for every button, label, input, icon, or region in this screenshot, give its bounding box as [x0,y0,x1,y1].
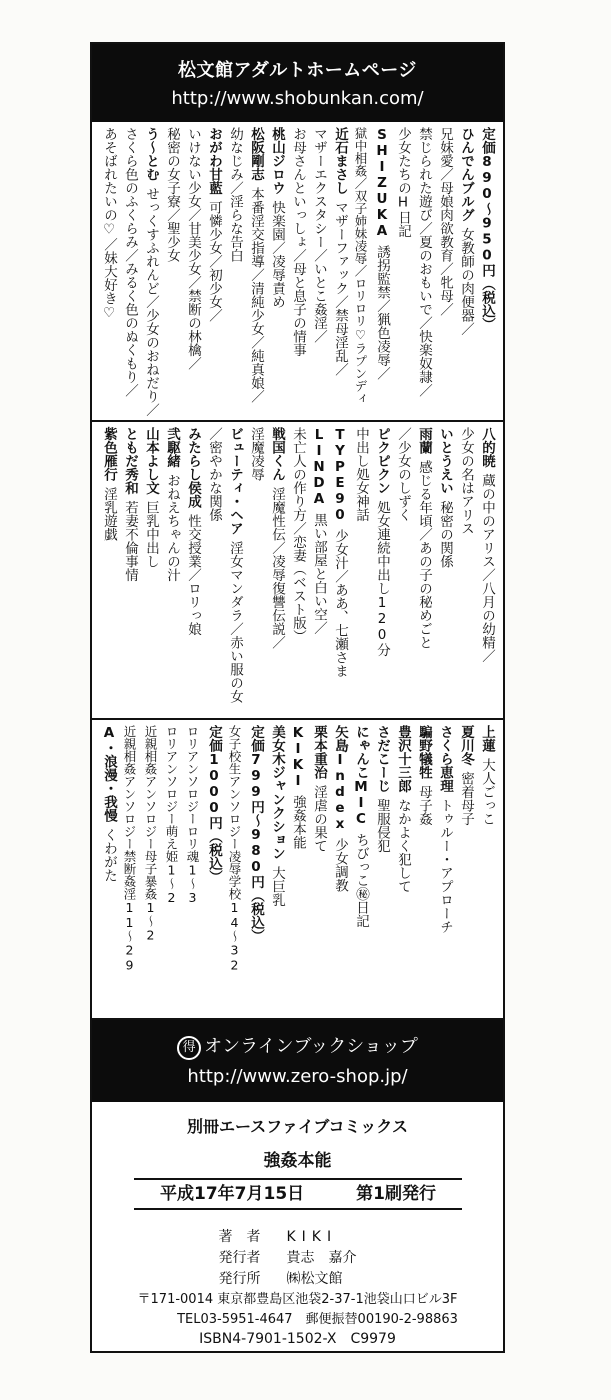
catalog-column [182,427,203,718]
catalog-column [287,427,308,718]
artist-name: 近石まさし [332,127,348,195]
catalog-column [245,725,266,1018]
title-list: 淫乳遊戯 [101,487,117,541]
title-list: 母子姦 [416,785,432,826]
title-list: 少女たちのH日記 [395,127,411,238]
title-list: 本番淫交指導／清純少女／純真娘／ [248,187,264,403]
title-list: 聖服侵犯 [374,798,390,853]
catalog-column [350,127,371,420]
title-list: 未亡人の作り方／恋妻（ベスト版） [290,427,306,643]
catalog-box-3 [92,720,503,1020]
title-list: 強姦本能 [290,795,306,849]
artist-name: ピクピクン [374,427,390,495]
title-list: せっくすふれんど／少女のおねだり／ [143,187,159,417]
title-list: 禁じられた遊び／夏のおもいで／快楽奴隷／ [416,127,432,397]
catalog-column [98,427,119,718]
catalog-column [371,127,392,420]
catalog-column [119,725,140,1018]
title-list: 近親相姦アンソロジー母子暴姦1～2 [143,725,158,943]
catalog-column [119,427,140,718]
catalog-column [455,725,476,1018]
catalog-column [203,427,224,718]
title-list: さくら色のふくらみ／みるく色のぬくもり／ [122,127,138,397]
catalog-column [245,127,266,420]
publisher-homepage-banner [92,44,503,122]
artist-name: う～とむ [143,127,159,181]
title-list: 淫女マンダラ／赤い服の女 [227,541,243,703]
title-list: 少女の名はアリス [458,427,474,535]
artist-name: おがわ甘藍 [206,127,222,195]
catalog-column [287,725,308,1018]
catalog-column [266,427,287,718]
title-list: 密着母子 [458,771,474,826]
artist-name: 豊沢十三郎 [395,725,411,793]
catalog-column [350,427,371,718]
title-list: トゥルー・アプローチ [437,798,453,934]
artist-name: 夏川冬 [458,725,474,766]
title-list: 淫虐の果て [311,785,327,853]
artist-name: KIKI [290,725,306,789]
title-list: 大巨乳 [269,866,285,907]
homepage-url[interactable]: http://www.shobunkan.com/ [171,88,424,109]
artist-name: 定価1000円（税込） [206,725,222,884]
title-list: なかよく犯して [395,798,411,893]
colophon-details [92,1102,503,1351]
title-list: 黒い部屋と白い空／ [311,513,327,635]
catalog-column [140,427,161,718]
title-list: あそばれたいの♡／妹大好き♡ [101,127,117,321]
author-line [92,1226,503,1246]
artist-name: みたらし侯成 [185,427,201,508]
title-list: 若妻不倫事情 [122,500,138,582]
catalog-box-2 [92,422,503,720]
title-list: 蔵の中のアリス／八月の幼精／ [479,473,495,663]
artist-name: 定価890～950円（税込） [479,127,495,331]
artist-name: 松阪剛志 [248,127,264,181]
title-list: 女子校生アンソロジー凌辱学校14～32 [227,725,242,973]
artist-name: A・浪漫・我慢 [101,725,117,822]
title-list: 幼なじみ／淫らな告白 [227,127,243,262]
title-list: ／少女のしずく [395,427,411,522]
artist-name: さだこーじ [374,725,390,793]
catalog-column [182,127,203,420]
catalog-column [308,725,329,1018]
title-list: 快楽園／凌辱責め [269,200,285,309]
artist-name: 戦国くん [269,427,285,481]
artist-name: LINDA [311,427,327,507]
edition: 第1刷発行 [356,1184,436,1204]
title-list: 秘密の関係 [437,500,453,568]
catalog-column [98,725,119,1018]
catalog-column [329,127,350,420]
artist-name: 美女木ジャンクション [269,725,285,860]
title-list: 巨乳中出し [143,500,159,568]
catalog-column [350,725,371,1018]
title-list: ロリアンソロジー萌え姫1～2 [164,725,179,905]
title-list: 性交授業／ロリっ娘 [185,514,201,636]
artist-name: 八的暁 [479,427,495,468]
author-name: KIKI [286,1229,338,1245]
online-shop-url[interactable]: http://www.zero-shop.jp/ [187,1066,408,1087]
title-list: 兄妹愛／母娘肉欲教育／牝母／ [437,127,453,316]
catalog-column [434,427,455,718]
author-label: 著 者 [218,1229,261,1245]
catalog-column [476,127,497,420]
artist-name: ひんでんブルグ [458,127,474,222]
catalog-column [308,427,329,718]
telephone: TEL03-5951-4647 郵便振替00190-2-98863 [177,1312,458,1327]
title-list: くわがた [101,828,117,882]
title-list: 秘密の女子寮／聖少女 [164,127,180,262]
catalog-column [161,725,182,1018]
artist-name: 上蓮 [479,725,495,752]
publisher-name: 貴志 嘉介 [286,1250,357,1266]
title-list: おねえちゃんの汁 [164,473,180,582]
address: 〒171-0014 東京都豊島区池袋2-37-1池袋山口ビル3F [137,1292,458,1307]
title-list: ちびっこ㊙日記 [353,833,369,928]
catalog-column [476,427,497,718]
publication-date: 平成17年7月15日 [160,1184,305,1204]
catalog-column [434,725,455,1018]
artist-name: ビューティ・ヘア [227,427,243,535]
title-list: ロリアンソロジーロリ魂1～3 [185,725,200,905]
catalog-column [392,427,413,718]
catalog-column [182,725,203,1018]
catalog-column [392,725,413,1018]
title-list: ／密やかな関係 [206,427,222,522]
title-list: マザーエクスタシー／いとこ姦淫／ [311,127,327,343]
title-list: 近親相姦アンソロジー禁断姦淫11～29 [122,725,137,973]
artist-name: 栗本重治 [311,725,327,779]
catalog-column [329,427,350,718]
title-list: 少女調教 [332,838,348,892]
catalog-column [476,725,497,1018]
homepage-title: 松文館アダルトホームページ [178,60,417,81]
catalog-column [308,127,329,420]
catalog-column [224,427,245,718]
company-name: ㈱松文館 [286,1271,343,1287]
catalog-column [266,127,287,420]
catalog-column [224,127,245,420]
colophon-frame [90,42,505,1353]
artist-name: 雨蘭 [416,427,432,454]
publication-date-row [134,1178,462,1210]
title-list: 可憐少女／初少女／ [206,200,222,322]
artist-name: 矢島Index [332,725,348,832]
catalog-column [413,427,434,718]
title-list: マザーファック／禁母淫乱／ [332,200,348,376]
catalog-column [140,127,161,420]
catalog-box-1 [92,122,503,422]
title-list: 誘拐監禁／猟色凌辱／ [374,245,390,380]
publisher-line [92,1247,503,1267]
catalog-column [413,127,434,420]
catalog-column [98,127,119,420]
artist-name: 定価799円～980円（税込） [248,725,264,943]
catalog-column [287,127,308,420]
catalog-column [434,127,455,420]
online-shop-banner [92,1020,503,1102]
artist-name: SHIZUKA [374,127,390,239]
catalog-column [245,427,266,718]
title-list: 獄中相姦／双子姉妹凌辱／ロリロリ♡ラプンディ [353,127,368,405]
artist-name: TYPE90 [332,427,348,523]
title-list: 中出し処女神話 [353,427,369,522]
catalog-column [119,127,140,420]
artist-name: さくら恵理 [437,725,453,793]
catalog-column [329,725,350,1018]
artist-name: ともだ秀和 [122,427,138,495]
isbn: ISBN4-7901-1502-X C9979 [199,1331,396,1347]
online-shop-label: オンラインブックショップ [204,1036,418,1057]
title-list: 少女汁／ああ、七瀬さま [332,529,348,678]
catalog-column [203,127,224,420]
catalog-column [392,127,413,420]
toku-circle-icon: 得 [177,1036,201,1060]
series-name: 別冊エースファイブコミックス [186,1117,409,1136]
artist-name: いとうえい [437,427,453,495]
artist-name: にゃんこMIC [353,725,369,827]
title-list: 処女連続中出し120分 [374,500,390,657]
catalog-column [161,427,182,718]
artist-name: 山本よし文 [143,427,159,495]
title-list: 淫魔凌辱 [248,427,264,481]
artist-name: 騙野犠牲 [416,725,432,779]
catalog-column [455,127,476,420]
title-list: 感じる年頃／あの子の秘めごと [416,460,432,649]
catalog-column [413,725,434,1018]
catalog-column [266,725,287,1018]
title-list: いけない少女／甘美少女／禁断の林檎／ [185,127,201,370]
artist-name: 桃山ジロウ [269,127,285,195]
catalog-column [161,127,182,420]
catalog-column [140,725,161,1018]
publisher-label: 発行者 [218,1250,261,1266]
title-list: 大人ごっこ [479,758,495,826]
artist-name: 弐駆緒 [164,427,180,468]
catalog-column [224,725,245,1018]
artist-name: 紫色雁行 [101,427,117,481]
company-line [92,1268,503,1288]
title-list: お母さんといっしょ／母と息子の情事 [290,127,306,357]
company-label: 発行所 [218,1271,261,1287]
title-list: 女教師の肉便器／ [458,227,474,336]
catalog-column [455,427,476,718]
catalog-column [203,725,224,1018]
book-title: 強姦本能 [263,1151,332,1171]
title-list: 淫魔性伝／凌辱復讐伝説／ [269,487,285,649]
catalog-column [371,427,392,718]
catalog-column [371,725,392,1018]
